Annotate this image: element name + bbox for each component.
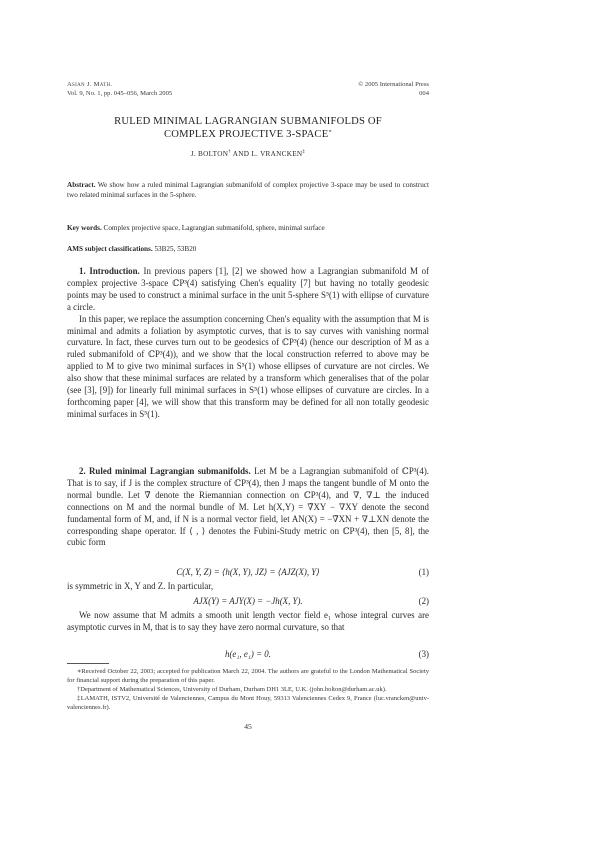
copyright-notice: © 2005 International Press bbox=[358, 81, 429, 88]
footnote-bolton: †Department of Mathematical Sciences, University of Durham, Durham DH1 3LE, U.K. (john.bolton@durham.ac.uk). bbox=[77, 686, 387, 693]
title-line-1: RULED MINIMAL LAGRANGIAN SUBMANIFOLDS OF bbox=[114, 116, 382, 127]
section-2-paragraph-1 bbox=[67, 466, 429, 549]
abstract-label: Abstract. bbox=[67, 181, 96, 189]
keywords-label: Key words. bbox=[67, 224, 102, 232]
keywords bbox=[67, 223, 429, 233]
author-vrancken-mark: ‡ bbox=[302, 149, 306, 155]
equation-1-number: (1) bbox=[418, 567, 429, 577]
footnote-vrancken: ‡LAMATH, ISTV2, Université de Valenciennes, Campus du Mont Houy, 59313 Valenciennes Cedex 9, France (luc.vrancken@univ-valenciennes.fr). bbox=[67, 695, 429, 711]
abstract bbox=[67, 180, 429, 200]
equation-3-formula: h(e₁, e₁) = 0. bbox=[225, 649, 271, 659]
equation-3-number: (3) bbox=[418, 649, 429, 659]
author-bolton: J. BOLTON bbox=[190, 150, 229, 158]
page-number: 45 bbox=[244, 722, 252, 731]
intro-paragraph-1-text: In previous papers [1], [2] we showed how a Lagrangian submanifold M of complex projective 3-space ℂP³(4) satisfying Chen's equality [7] but having no totally geodesic points may be used to construct a minimal surface in the unit 5-sphere S⁵(1) with ellipse of curvature a circle. bbox=[67, 266, 429, 312]
journal-name: Asian J. Math. bbox=[67, 81, 113, 88]
title-footnote-mark: ∗ bbox=[328, 129, 332, 135]
volume-info: Vol. 9, No. 1, pp. 045–056, March 2005 bbox=[67, 90, 173, 97]
section-ruled-minimal bbox=[67, 466, 429, 549]
section-2-heading: 2. Ruled minimal Lagrangian submanifolds. bbox=[79, 466, 251, 476]
section-2-paragraph-2 bbox=[67, 581, 429, 593]
ams-classification bbox=[67, 244, 429, 254]
equation-1 bbox=[67, 566, 429, 578]
page-code: 004 bbox=[419, 90, 429, 97]
author-bolton-mark: † bbox=[228, 149, 232, 155]
section-2-paragraph-3 bbox=[67, 610, 429, 634]
intro-paragraph-2: In this paper, we replace the assumption concerning Chen's equality with the assumption that M is minimal and admits a foliation by asymptotic curves, that is to say curves with vanishing normal curvature. In fact, these curves turn out to be geodesics of ℂP³(4) (hence our description of M as a ruled submanifold of ℂP³(4)), and we show that the local construction referred to above may be applied to M to give two minimal surfaces in S⁵(1) whose ellipses of curvature are not circles. We also show that these minimal surfaces are related by a transform which generalises that of the polar (see [3], [9]) for linearly full minimal surfaces in S⁵(1) whose ellipses of curvature are circles. In a forthcoming paper [4], we will show that this transform may be defined for all non totally geodesic minimal surfaces in S⁵(1). bbox=[67, 313, 429, 419]
footnotes bbox=[67, 667, 429, 712]
ams-label: AMS subject classifications. bbox=[67, 245, 153, 253]
section-2-paragraph-2-text: is symmetric in X, Y and Z. In particular, bbox=[67, 581, 214, 591]
paper-title bbox=[67, 115, 429, 141]
section-introduction bbox=[67, 266, 429, 421]
intro-paragraph-1 bbox=[67, 266, 429, 314]
title-line-2: COMPLEX PROJECTIVE 3-SPACE bbox=[164, 129, 329, 140]
footnote-received: ∗Received October 22, 2003; accepted for publication March 22, 2004. The authors are grateful to the London Mathematical Society for financial support during the preparation of this paper. bbox=[67, 668, 429, 684]
ams-text: 53B25, 53B20 bbox=[152, 245, 197, 253]
abstract-text: We show how a ruled minimal Lagrangian submanifold of complex projective 3-space may be used to construct two related minimal surfaces in the 5-sphere. bbox=[67, 181, 429, 199]
author-line bbox=[67, 150, 429, 158]
running-header-left bbox=[67, 80, 172, 98]
author-separator: AND bbox=[231, 150, 252, 158]
section-2-paragraph-1-text: Let M be a Lagrangian submanifold of ℂP³(4). That is to say, if J is the complex structure of ℂP³(4), then J maps the tangent bundle of M onto the normal bundle. Let ∇̃ denote the Riemannian connection on ℂP³(4), and ∇, ∇⊥ the induced connections on M and the normal bundle of M. Let h(X,Y) = ∇̃XY − ∇XY denote the second fundamental form of M, and, if N is a normal vector field, let AN(X) = −∇̃XN + ∇⊥XN denote the corresponding shape operator. If ⟨ , ⟩ denotes the Fubini-Study metric on ℂP³(4), then [5, 8], the cubic form bbox=[67, 466, 430, 548]
equation-2-formula: AJX(Y) = AJY(X) = −Jh(X, Y). bbox=[193, 596, 303, 606]
keywords-text: Complex projective space, Lagrangian submanifold, sphere, minimal surface bbox=[101, 224, 325, 232]
section-2-paragraph-3-text: We now assume that M admits a smooth unit length vector field e₁ whose integral curves are asymptotic curves in M, that is to say they have zero normal curvature, so that bbox=[67, 610, 429, 632]
author-vrancken: L. VRANCKEN bbox=[251, 150, 303, 158]
equation-3 bbox=[67, 648, 429, 660]
equation-2-number: (2) bbox=[418, 596, 429, 606]
equation-1-formula: C(X, Y, Z) = ⟨h(X, Y), JZ⟩ = ⟨AJZ(X), Y⟩ bbox=[176, 567, 320, 577]
section-1-heading: 1. Introduction. bbox=[79, 266, 140, 276]
running-header-right bbox=[358, 80, 429, 98]
footnote-rule bbox=[67, 663, 109, 664]
equation-2 bbox=[67, 595, 429, 607]
